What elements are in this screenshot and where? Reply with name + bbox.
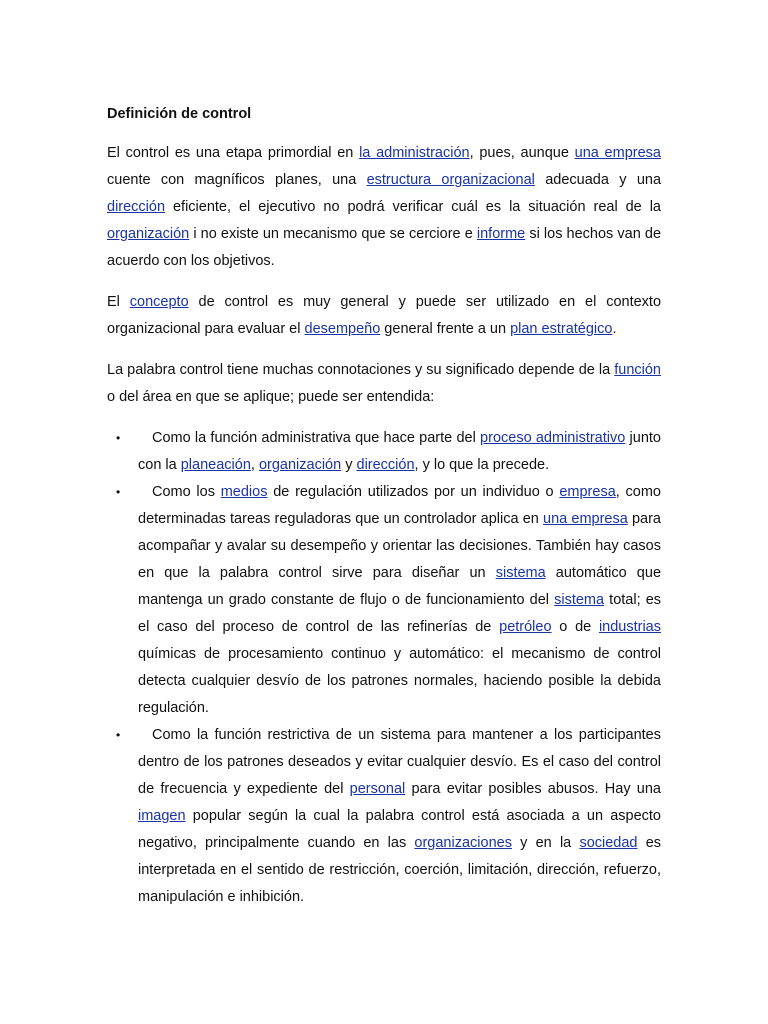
text-run: químicas de procesamiento continuo y automático: el mecanismo de control detecta cualquier desvío de los patrones normales, haciendo posible la debida regulación. xyxy=(138,646,661,716)
bullet-text xyxy=(138,727,661,905)
text-run: si los hechos van de acuerdo con los objetivos. xyxy=(107,226,662,269)
hyperlink[interactable]: organizaciones xyxy=(414,835,512,851)
bullet-icon: • xyxy=(116,485,121,499)
text-run: El control es una etapa primordial en xyxy=(107,145,360,161)
text-run: junto con la xyxy=(138,430,661,473)
hyperlink[interactable]: medios xyxy=(220,484,268,500)
hyperlink[interactable]: desempeño xyxy=(304,321,381,337)
text-run: o del área en que se aplique; puede ser entendida: xyxy=(107,389,435,405)
text-run: es interpretada en el sentido de restricción, coerción, limitación, dirección, refuerzo, manipulación e inhibición. xyxy=(138,835,662,905)
text-run: para evitar posibles abusos. Hay una xyxy=(405,781,661,797)
text-run: Como la función restrictiva de un sistema para mantener a los participantes dentro de los patrones deseados y evitar cualquier desvío. Es el caso del control de frecuencia y expediente del xyxy=(138,727,661,797)
hyperlink[interactable]: proceso administrativo xyxy=(480,430,626,446)
bullet-list xyxy=(107,425,661,911)
text-run: popular según la cual la palabra control está asociada a un aspecto negativo, principalmente cuando en las xyxy=(138,808,661,851)
hyperlink[interactable]: organización xyxy=(258,457,342,473)
text-run: , como determinadas tareas reguladoras que un controlador aplica en xyxy=(138,484,661,527)
hyperlink[interactable]: empresa xyxy=(559,484,616,500)
text-run: eficiente, el ejecutivo no podrá verificar cuál es la situación real de la xyxy=(165,199,661,215)
hyperlink[interactable]: concepto xyxy=(129,294,189,310)
text-run: Como los xyxy=(152,484,221,500)
text-run: o de xyxy=(551,619,599,635)
bullet-item xyxy=(107,479,661,722)
hyperlink[interactable]: dirección xyxy=(107,199,166,215)
hyperlink[interactable]: planeación xyxy=(180,457,251,473)
bullet-icon: • xyxy=(116,728,121,742)
hyperlink[interactable]: estructura organizacional xyxy=(366,172,535,188)
text-run: automático que mantenga un grado constante de flujo o de funcionamiento del xyxy=(138,565,662,608)
hyperlink[interactable]: la administración xyxy=(359,145,470,161)
document-body xyxy=(107,100,661,911)
hyperlink[interactable]: dirección xyxy=(356,457,415,473)
text-run: para acompañar y avalar su desempeño y orientar las decisiones. También hay casos en que la palabra control sirve para diseñar un xyxy=(138,511,661,581)
text-run: Como la función administrativa que hace parte del xyxy=(152,430,481,446)
bullet-item xyxy=(107,722,661,911)
text-run: , xyxy=(250,457,259,473)
text-run: , y lo que la precede. xyxy=(414,457,550,473)
paragraph-3 xyxy=(107,357,661,411)
text-run: . xyxy=(612,321,617,337)
hyperlink[interactable]: sociedad xyxy=(579,835,638,851)
hyperlink[interactable]: sistema xyxy=(554,592,605,608)
bullet-text xyxy=(138,430,661,473)
hyperlink[interactable]: petróleo xyxy=(499,619,552,635)
text-run: , pues, aunque xyxy=(469,145,575,161)
text-run: y xyxy=(341,457,357,473)
hyperlink[interactable]: organización xyxy=(107,226,190,242)
bullet-text xyxy=(138,484,661,716)
paragraph-1 xyxy=(107,140,661,275)
text-run: La palabra control tiene muchas connotaciones y su significado depende de la xyxy=(107,362,615,378)
hyperlink[interactable]: informe xyxy=(476,226,526,242)
text-run: i no existe un mecanismo que se cerciore e xyxy=(189,226,477,242)
hyperlink[interactable]: sistema xyxy=(495,565,546,581)
text-run: total; es el caso del proceso de control de las refinerías de xyxy=(138,592,662,635)
text-run: cuente con magníficos planes, una xyxy=(107,172,367,188)
text-run: de control es muy general y puede ser utilizado en el contexto organizacional para evaluar el xyxy=(107,294,662,337)
text-run: El xyxy=(107,294,130,310)
hyperlink[interactable]: función xyxy=(614,362,661,378)
hyperlink[interactable]: una empresa xyxy=(574,145,661,161)
hyperlink[interactable]: imagen xyxy=(138,808,186,824)
hyperlink[interactable]: personal xyxy=(349,781,406,797)
hyperlink[interactable]: industrias xyxy=(598,619,661,635)
paragraph-2 xyxy=(107,289,661,343)
document-title: Definición de control xyxy=(107,106,252,122)
hyperlink[interactable]: plan estratégico xyxy=(510,321,613,337)
text-run: adecuada y una xyxy=(534,172,662,188)
bullet-icon: • xyxy=(116,431,121,445)
text-run: de regulación utilizados por un individuo o xyxy=(267,484,560,500)
text-run: general frente a un xyxy=(380,321,511,337)
text-run: y en la xyxy=(511,835,580,851)
hyperlink[interactable]: una empresa xyxy=(543,511,628,527)
bullet-item xyxy=(107,425,661,479)
